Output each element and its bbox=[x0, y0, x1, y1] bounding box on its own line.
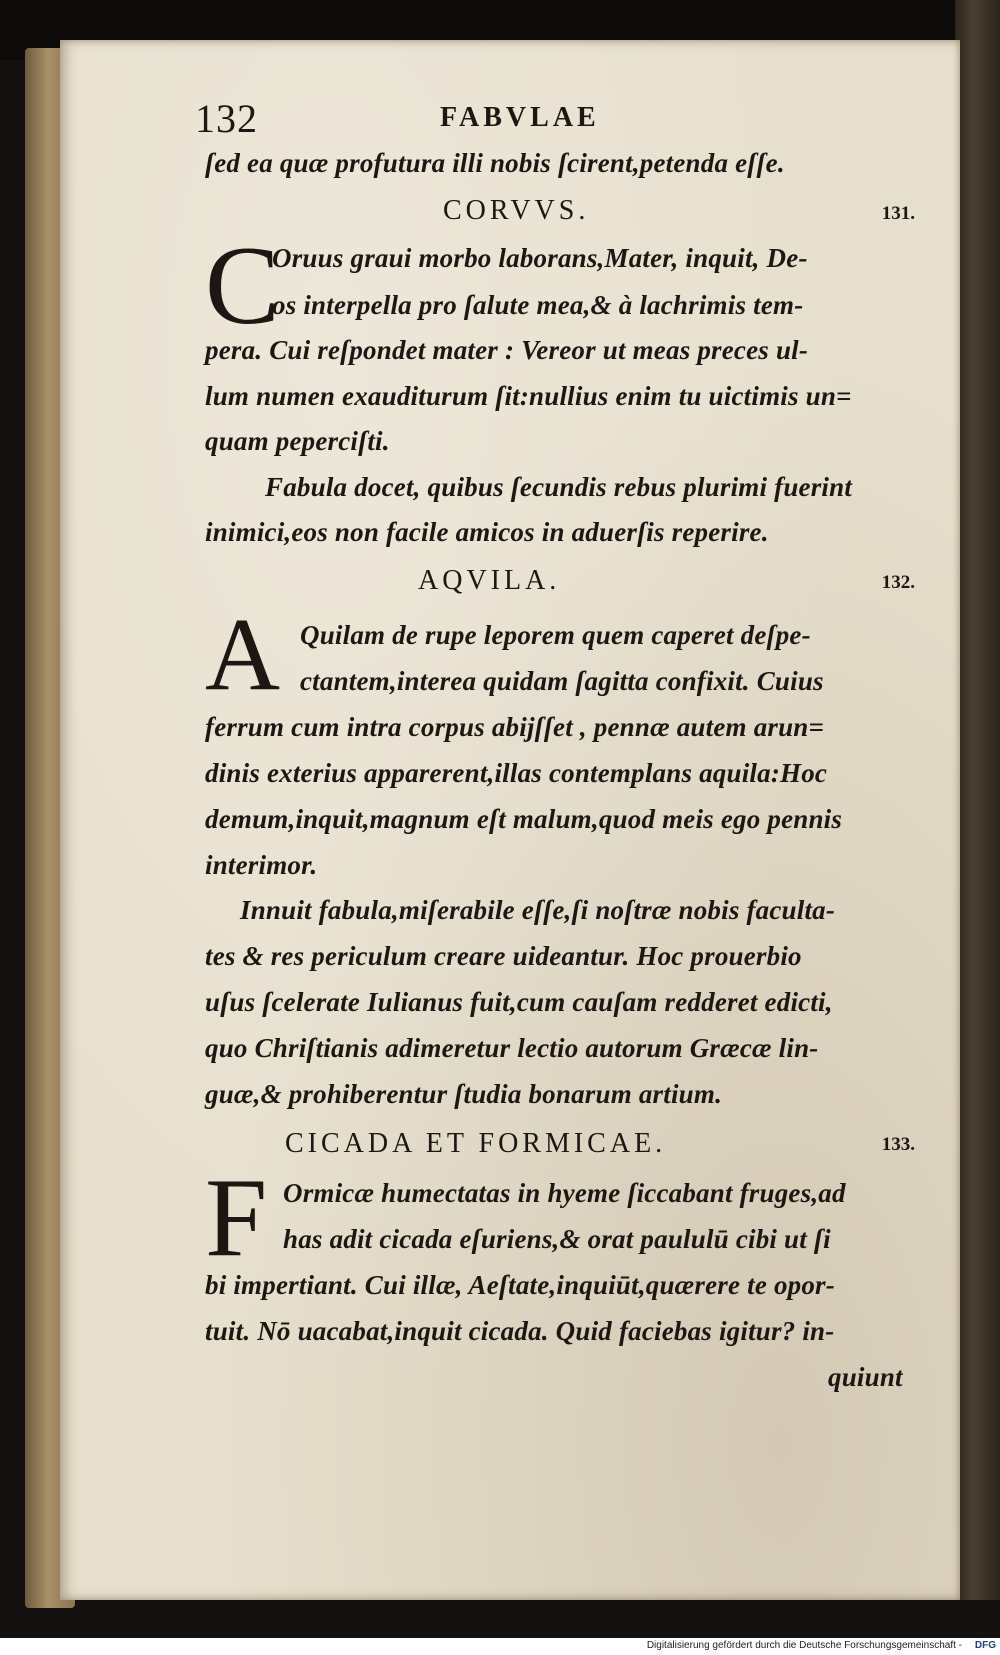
moral-line: Innuit fabula,miſerabile eſſe,ſi noſtræ nobis faculta- bbox=[240, 895, 836, 925]
moral-line: guæ,& prohiberentur ſtudia bonarum artium. bbox=[205, 1079, 723, 1109]
fable-title-cicada: CICADA ET FORMICAE. bbox=[285, 1128, 667, 1159]
fable-number-corvus: 131. bbox=[881, 203, 915, 224]
fable-number-aquila: 132. bbox=[881, 572, 915, 593]
moral-line: inimici,eos non facile amicos in aduerſis reperire. bbox=[205, 517, 769, 547]
text-line: Quilam de rupe leporem quem caperet deſpe- bbox=[300, 620, 811, 650]
dfg-logo: DFG bbox=[974, 1640, 996, 1651]
page-number: 132 bbox=[195, 96, 258, 141]
drop-cap-a: A bbox=[205, 597, 281, 712]
text-line: Oruus graui morbo laborans,Mater, inquit, De- bbox=[272, 243, 808, 273]
text-line: os interpella pro ſalute mea,& à lachrimis tem- bbox=[272, 290, 804, 320]
text-line: ctantem,interea quidam ſagitta confixit. Cuius bbox=[300, 666, 824, 696]
catchword: quiunt bbox=[828, 1362, 903, 1392]
drop-cap-c: C bbox=[205, 224, 280, 348]
book-page bbox=[60, 40, 960, 1600]
moral-line: tes & res periculum creare uideantur. Hoc prouerbio bbox=[205, 941, 802, 971]
text-line: pera. Cui reſpondet mater : Vereor ut meas preces ul- bbox=[205, 335, 809, 365]
moral-line: Fabula docet, quibus ſecundis rebus plurimi fuerint bbox=[265, 472, 853, 502]
moral-line: uſus ſcelerate Iulianus fuit,cum cauſam redderet edicti, bbox=[205, 987, 833, 1017]
fable-number-cicada: 133. bbox=[881, 1134, 915, 1155]
text-line: demum,inquit,magnum eſt malum,quod meis ego pennis bbox=[205, 804, 843, 834]
text-line: interimor. bbox=[205, 850, 318, 880]
text-line: has adit cicada eſuriens,& orat paululū cibi ut ſi bbox=[283, 1224, 831, 1254]
text-line: Ormicæ humectatas in hyeme ſiccabant fruges,ad bbox=[283, 1178, 846, 1208]
digitization-credit: Digitalisierung gefördert durch die Deutsche Forschungsgemeinschaft - bbox=[646, 1640, 962, 1651]
fable-title-aquila: AQVILA. bbox=[418, 565, 561, 596]
text-line: lum numen exauditurum ſit:nullius enim tu uictimis un= bbox=[205, 381, 852, 411]
fable-title-corvus: CORVVS. bbox=[443, 195, 590, 226]
text-line: tuit. Nō uacabat,inquit cicada. Quid faciebas igitur? in- bbox=[205, 1316, 835, 1346]
text-line: quam peperciſti. bbox=[205, 426, 390, 456]
intro-line: ſed ea quæ profutura illi nobis ſcirent,petenda eſſe. bbox=[205, 148, 785, 178]
running-head: FABVLAE bbox=[440, 102, 600, 133]
text-line: dinis exterius apparerent,illas contemplans aquila:Hoc bbox=[205, 758, 828, 788]
drop-cap-f: F bbox=[205, 1156, 268, 1280]
text-line: bi impertiant. Cui illæ, Aeſtate,inquiūt,quærere te opor- bbox=[205, 1270, 835, 1300]
text-line: ferrum cum intra corpus abijſſet , pennæ autem arun= bbox=[205, 712, 825, 742]
book-binding bbox=[955, 0, 1000, 1600]
moral-line: quo Chriſtianis adimeretur lectio autorum Græcæ lin- bbox=[205, 1033, 819, 1063]
